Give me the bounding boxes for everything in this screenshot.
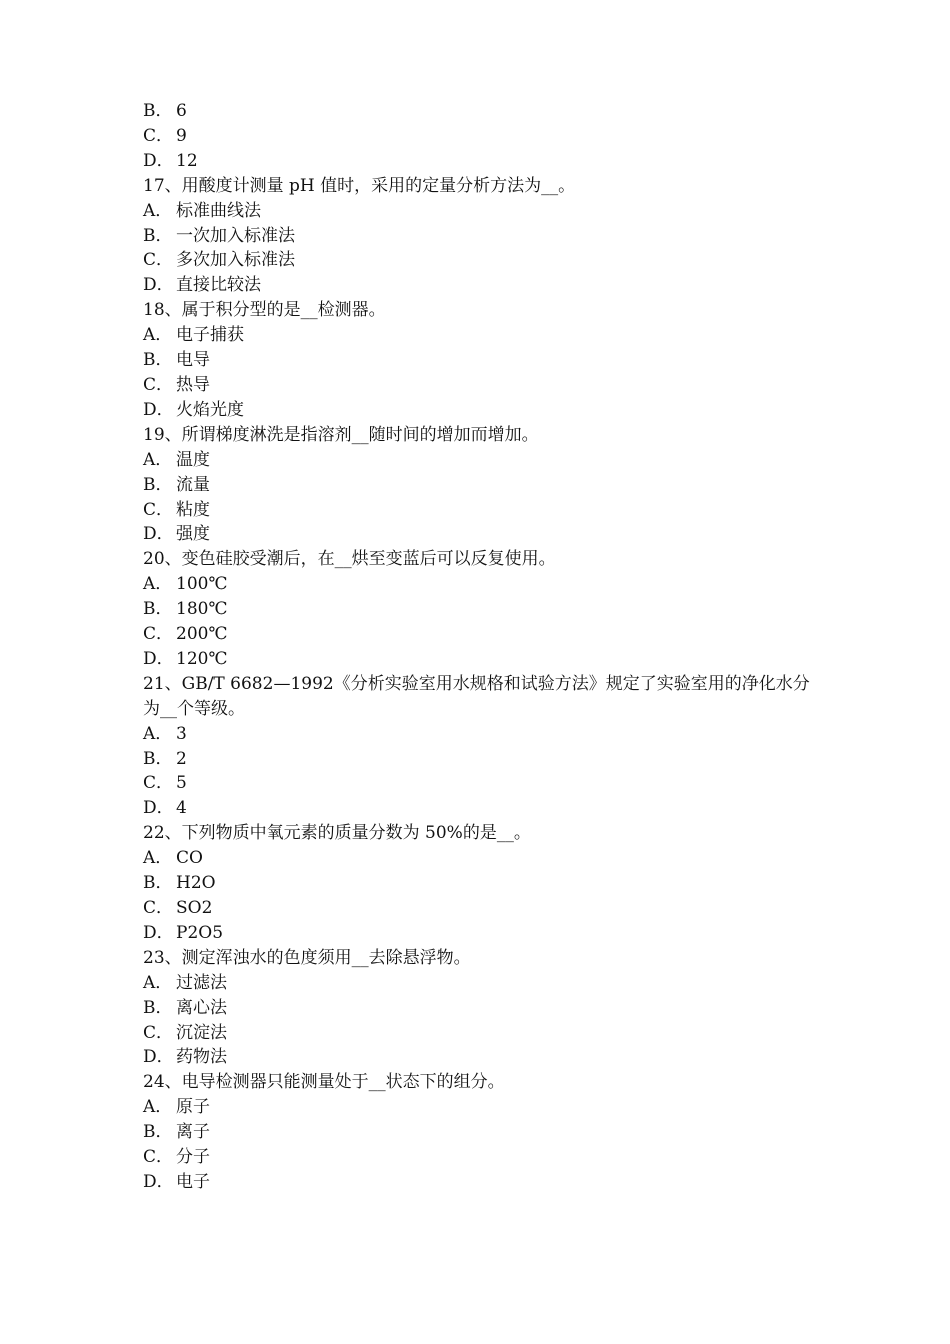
question-block	[143, 821, 813, 946]
question-block	[143, 423, 813, 548]
option-line	[143, 224, 813, 249]
option-text: 电子	[176, 1171, 210, 1192]
option-line	[143, 248, 813, 273]
option-line	[143, 99, 813, 124]
option-letter: D．	[143, 524, 174, 545]
question-block	[143, 946, 813, 1071]
question-block	[143, 174, 813, 299]
option-line	[143, 498, 813, 523]
option-line	[143, 796, 813, 821]
option-letter: C．	[143, 1147, 174, 1168]
option-letter: C．	[143, 499, 174, 520]
question-block	[143, 547, 813, 672]
option-text: 火焰光度	[176, 399, 244, 420]
option-letter: B．	[143, 873, 173, 894]
question-block	[143, 1070, 813, 1195]
option-text: 离心法	[176, 997, 227, 1018]
option-letter: C．	[143, 773, 174, 794]
option-letter: A．	[143, 1097, 173, 1118]
option-line	[143, 1120, 813, 1145]
option-text: 温度	[176, 449, 210, 470]
option-text: 180℃	[176, 599, 228, 620]
option-text: 电子捕获	[176, 325, 244, 346]
option-text: 药物法	[176, 1047, 227, 1068]
option-line	[143, 348, 813, 373]
option-letter: D．	[143, 922, 174, 943]
option-letter: D．	[143, 1047, 174, 1068]
option-text: 离子	[176, 1122, 210, 1143]
option-letter: D．	[143, 648, 174, 669]
option-line	[143, 622, 813, 647]
option-text: 多次加入标准法	[176, 250, 295, 271]
option-text: 12	[176, 150, 198, 171]
option-line	[143, 846, 813, 871]
option-letter: D．	[143, 275, 174, 296]
option-letter: B．	[143, 350, 173, 371]
option-line	[143, 1145, 813, 1170]
option-line	[143, 373, 813, 398]
option-text: 标准曲线法	[176, 200, 261, 221]
option-text: 分子	[176, 1147, 210, 1168]
question-text: 17、用酸度计测量 pH 值时，采用的定量分析方法为__。	[143, 175, 576, 196]
option-line	[143, 273, 813, 298]
option-text: 热导	[176, 374, 210, 395]
option-text: 200℃	[176, 624, 228, 645]
option-line	[143, 996, 813, 1021]
option-line	[143, 647, 813, 672]
option-text: 原子	[176, 1097, 210, 1118]
option-line	[143, 199, 813, 224]
question-text: 24、电导检测器只能测量处于__状态下的组分。	[143, 1072, 505, 1093]
option-letter: B．	[143, 474, 173, 495]
option-letter: C．	[143, 125, 174, 146]
document-page	[143, 99, 813, 1195]
option-letter: D．	[143, 399, 174, 420]
option-line	[143, 971, 813, 996]
option-line	[143, 323, 813, 348]
option-text: 4	[176, 798, 187, 819]
option-letter: B．	[143, 1122, 173, 1143]
option-text: 直接比较法	[176, 275, 261, 296]
option-text: 3	[176, 723, 187, 744]
lead-options	[143, 99, 813, 174]
question-block	[143, 298, 813, 423]
option-letter: C．	[143, 898, 174, 918]
option-text: 120℃	[176, 648, 228, 669]
option-letter: D．	[143, 798, 174, 819]
option-line	[143, 398, 813, 423]
option-text: 电导	[176, 350, 210, 371]
option-letter: C．	[143, 624, 174, 645]
option-letter: A．	[143, 449, 173, 470]
option-line	[143, 124, 813, 149]
option-letter: A．	[143, 723, 173, 744]
option-letter: C．	[143, 374, 174, 395]
question-text: 22、下列物质中氧元素的质量分数为 50%的是__。	[143, 823, 531, 844]
option-line	[143, 771, 813, 796]
option-line	[143, 1045, 813, 1070]
option-line	[143, 149, 813, 174]
option-text: SO2	[176, 898, 213, 918]
option-line	[143, 871, 813, 896]
option-letter: B．	[143, 225, 173, 246]
option-line	[143, 722, 813, 747]
option-text: 一次加入标准法	[176, 225, 295, 246]
option-letter: B．	[143, 997, 173, 1018]
option-letter: A．	[143, 574, 173, 595]
option-letter: C．	[143, 1022, 174, 1043]
option-text: 过滤法	[176, 972, 227, 993]
option-text: 流量	[176, 474, 210, 495]
option-text: 沉淀法	[176, 1022, 227, 1043]
option-line	[143, 896, 813, 921]
option-letter: A．	[143, 848, 173, 869]
question-block	[143, 672, 813, 821]
option-letter: A．	[143, 972, 173, 993]
option-line	[143, 747, 813, 772]
option-letter: A．	[143, 325, 173, 346]
option-letter: B．	[143, 101, 173, 121]
option-letter: B．	[143, 599, 173, 620]
option-line	[143, 1095, 813, 1120]
option-text: 100℃	[176, 574, 228, 595]
option-text: H2O	[176, 873, 216, 894]
option-letter: D．	[143, 1171, 174, 1192]
option-line	[143, 921, 813, 946]
option-text: 粘度	[176, 499, 210, 520]
option-line	[143, 522, 813, 547]
option-text: 9	[176, 125, 187, 146]
option-text: P2O5	[176, 922, 224, 943]
option-text: 强度	[176, 524, 210, 545]
option-line	[143, 448, 813, 473]
option-text: CO	[176, 848, 203, 869]
option-line	[143, 1170, 813, 1195]
question-text: 20、变色硅胶受潮后，在__烘至变蓝后可以反复使用。	[143, 549, 556, 570]
question-text: 21、GB/T 6682—1992《分析实验室用水规格和试验方法》规定了实验室用的净化水分为__个等级。	[143, 673, 810, 719]
option-letter: D．	[143, 150, 174, 171]
option-line	[143, 572, 813, 597]
option-line	[143, 1021, 813, 1046]
option-letter: B．	[143, 748, 173, 769]
option-line	[143, 473, 813, 498]
question-text: 23、测定浑浊水的色度须用__去除悬浮物。	[143, 947, 471, 968]
option-text: 2	[176, 748, 187, 769]
option-text: 5	[176, 773, 187, 794]
question-text: 18、属于积分型的是__检测器。	[143, 300, 386, 321]
question-text: 19、所谓梯度淋洗是指溶剂__随时间的增加而增加。	[143, 424, 539, 445]
option-text: 6	[176, 101, 187, 121]
option-line	[143, 597, 813, 622]
option-letter: A．	[143, 200, 173, 221]
option-letter: C．	[143, 250, 174, 271]
